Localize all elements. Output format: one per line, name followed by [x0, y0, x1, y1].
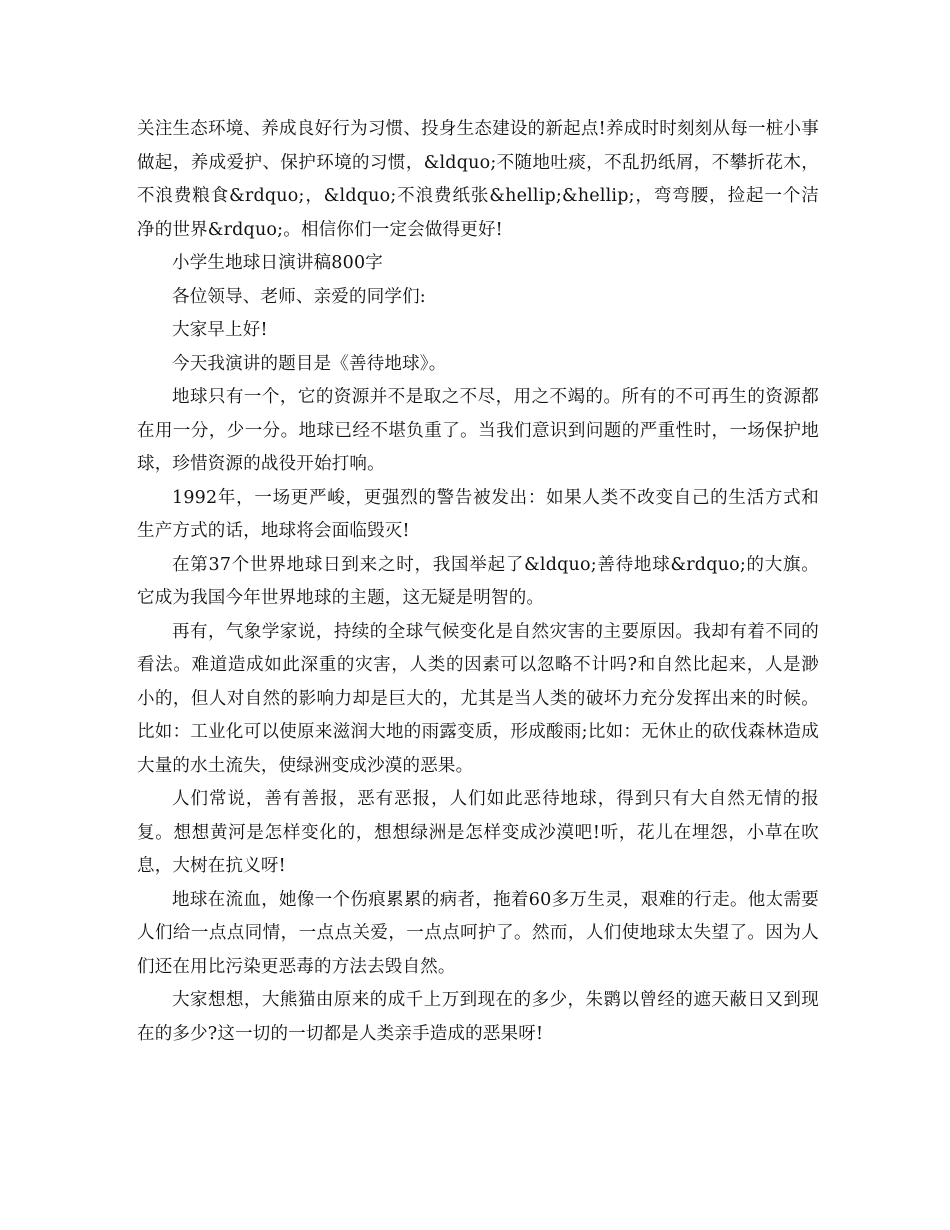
body-paragraph: 在第37个世界地球日到来之时，我国举起了&ldquo;善待地球&rdquo;的大旗。它成为我国今年世界地球的主题，这无疑是明智的。: [137, 554, 819, 608]
body-paragraph: 人们常说，善有善报，恶有恶报，人们如此恶待地球，得到只有大自然无情的报复。想想黄河是怎样变化的，想想绿洲是怎样变成沙漠吧!听，花儿在埋怨，小草在吹息，大树在抗义呀!: [137, 789, 819, 876]
greeting: 大家早上好!: [172, 320, 268, 340]
body-paragraph: 大家想想，大熊猫由原来的成千上万到现在的多少，朱鹮以曾经的遮天蔽日又到现在的多少?这一切的一切都是人类亲手造成的恶果呀!: [137, 990, 819, 1044]
document-body: [137, 113, 819, 1051]
salutation: 各位领导、老师、亲爱的同学们:: [172, 286, 426, 307]
topic-statement: 今天我演讲的题目是《善待地球》。: [172, 353, 447, 374]
speech-title: 小学生地球日演讲稿800字: [172, 253, 384, 273]
body-paragraph: 再有，气象学家说，持续的全球气候变化是自然灾害的主要原因。我却有着不同的看法。难道造成如此深重的灾害，人类的因素可以忽略不计吗?和自然比起来，人是渺小的，但人对自然的影响力却是巨大的，尤其是当人类的破坏力充分发挥出来的时候。比如：工业化可以使原来滋润大地的雨露变质，形成酸雨;比如：无休止的砍伐森林造成大量的水土流失，使绿洲变成沙漠的恶果。: [137, 621, 819, 776]
paragraph-continued: 关注生态环境、养成良好行为习惯、投身生态建设的新起点!养成时时刻刻从每一桩小事做起，养成爱护、保护环境的习惯，&ldquo;不随地吐痰，不乱扔纸屑，不攀折花木，不浪费粮食&rdquo;，&ldquo;不浪费纸张&hellip;&hellip;，弯弯腰，捡起一个洁净的世界&rdquo;。相信你们一定会做得更好!: [137, 119, 819, 240]
body-paragraph: 地球只有一个，它的资源并不是取之不尽，用之不竭的。所有的不可再生的资源都在用一分，少一分。地球已经不堪负重了。当我们意识到问题的严重性时，一场保护地球，珍惜资源的战役开始打响。: [137, 387, 819, 474]
body-paragraph: 1992年，一场更严峻，更强烈的警告被发出：如果人类不改变自己的生活方式和生产方式的话，地球将会面临毁灭!: [137, 487, 819, 541]
body-paragraph: 地球在流血，她像一个伤痕累累的病者，拖着60多万生灵，艰难的行走。他太需要人们给一点点同情，一点点关爱，一点点呵护了。然而，人们使地球太失望了。因为人们还在用比污染更恶毒的方法去毁自然。: [137, 889, 819, 977]
